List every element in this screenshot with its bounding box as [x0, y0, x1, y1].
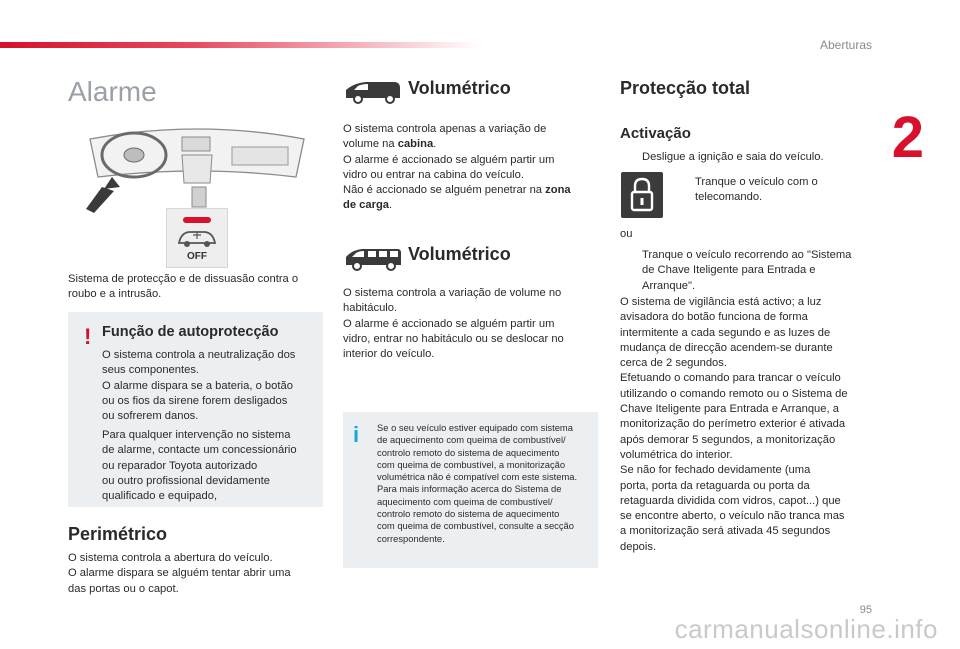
info-box	[343, 412, 598, 568]
info-icon: i	[353, 422, 360, 447]
chapter-number: 2	[891, 105, 924, 170]
van-short-icon	[344, 80, 402, 104]
warning-text-2: Para qualquer intervenção no sistema de alarme, contacte um concessionário ou reparador Toyota autorizado ou outro profissional devidamente qualificado e equipado,	[102, 429, 297, 503]
info-text: Se o seu veículo estiver equipado com sistema de aquecimento com queima de combustível/ controlo remoto do sistema de aquecimento com queima de combustível, a monitorização volumétrica não é compatível com este sistema. Para mais informação acerca do Sistema de aquecimento com queima de combustível/ controlo remoto do sistema de aquecimento com queima de combustível, consulte a secção correspondente.	[377, 422, 578, 544]
van-long-icon	[344, 247, 402, 271]
perimetric-title: Perimétrico	[68, 524, 168, 544]
total-protection-title: Protecção total	[620, 78, 751, 98]
header-accent-bar	[0, 42, 480, 48]
activation-title: Activação	[620, 125, 691, 142]
volumetric-text-2: O sistema controla a variação de volume no habitáculo. O alarme é accionado se alguém partir um vidro, entrar no habitáculo ou se deslocar no interior do veículo.	[343, 287, 564, 361]
section-label: Aberturas	[819, 38, 872, 52]
volumetric-title-1: Volumétrico	[408, 78, 511, 98]
alarm-intro: Sistema de protecção e de dissuasão contra o roubo e a intrusão.	[68, 273, 299, 301]
volumetric-text-1: O sistema controla apenas a variação de volume na cabina. O alarme é accionado se alguém partir um vidro ou entrar na cabina do veículo. Não é accionado se alguém penetrar na zona de carga.	[343, 123, 571, 212]
warning-text-1: O sistema controla a neutralização dos seus componentes. O alarme dispara se a bateria, o botão ou os fios da sirene forem desligados ou sofrerem danos.	[102, 349, 296, 423]
off-label: OFF	[187, 251, 207, 262]
page-number: 95	[859, 604, 872, 616]
perimetric-text: O sistema controla a abertura do veículo. O alarme dispara se alguém tentar abrir uma das portas ou o capot.	[68, 552, 291, 595]
alarm-off-button-icon	[166, 208, 228, 268]
step-2: Tranque o veículo com o telecomando.	[695, 176, 818, 204]
warning-box	[68, 312, 323, 507]
warning-icon: !	[84, 324, 92, 349]
page-title: Alarme	[68, 76, 157, 107]
dashboard-illustration	[82, 117, 312, 215]
warning-title: Função de autoprotecção	[102, 324, 279, 340]
volumetric-title-2: Volumétrico	[408, 244, 511, 264]
step-1: Desligue a ignição e saia do veículo.	[642, 151, 824, 163]
or-label: ou	[620, 228, 633, 240]
lock-icon	[621, 172, 663, 218]
activation-body: O sistema de vigilância está activo; a luz avisadora do botão funciona de forma intermitente a cada segundo e as luzes de mudança de direcção acendem-se durante cerca de 2 segundos. Efetuando o comando para trancar o veículo utilizando o comando remoto ou o Sistema de Chave Iteligente para Entrada e Arranque, a monitorização do perímetro exterior é ativada após demorar 5 segundos, a monitorização volumétrica do interior. Se não for fechado devidamente (uma porta, porta da retaguarda ou porta da retaguarda dividida com vidros, capot...) que se encontre aberto, o veículo não tranca mas a monitorização será ativada 45 segundos depois.	[620, 296, 848, 553]
watermark: carmanualsonline.info	[674, 614, 938, 644]
step-3: Tranque o veículo recorrendo ao "Sistema de Chave Iteligente para Entrada e Arranque".	[642, 249, 852, 292]
